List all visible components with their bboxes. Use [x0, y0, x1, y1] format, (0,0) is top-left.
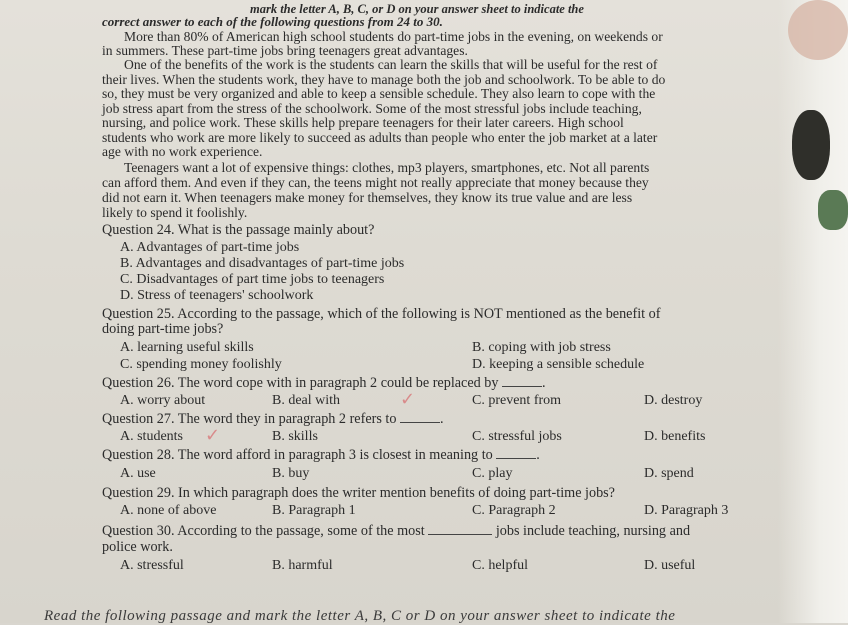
question-30-text-1: Question 30. According to the passage, some of the most [102, 523, 425, 539]
question-28-stem [102, 448, 540, 463]
answer-blank[interactable] [496, 458, 536, 459]
passage-line: in summers. These part-time jobs bring teenagers great advantages. [102, 43, 468, 58]
answer-blank[interactable] [502, 386, 542, 387]
question-28-text: Question 28. The word afford in paragraph 3 is closest in meaning to [102, 447, 493, 463]
q24-option-d[interactable]: D. Stress of teenagers' schoolwork [120, 288, 314, 303]
q30-option-b[interactable]: B. harmful [272, 558, 333, 573]
q30-option-a[interactable]: A. stressful [120, 558, 184, 573]
q28-option-a[interactable]: A. use [120, 466, 156, 481]
q28-option-c[interactable]: C. play [472, 466, 513, 481]
q26-option-d[interactable]: D. destroy [644, 393, 703, 408]
q24-option-c[interactable]: C. Disadvantages of part time jobs to teenagers [120, 272, 385, 287]
question-26-end: . [542, 375, 546, 391]
instruction-line-2: correct answer to each of the following questions from 24 to 30. [102, 14, 443, 29]
q26-option-a[interactable]: A. worry about [120, 393, 206, 408]
question-27-text: Question 27. The word they in paragraph 2 refers to [102, 411, 397, 427]
q29-option-c[interactable]: C. Paragraph 2 [472, 503, 556, 518]
check-mark-icon: ✓ [400, 389, 416, 410]
check-mark-icon: ✓ [205, 425, 221, 446]
q27-option-c[interactable]: C. stressful jobs [472, 429, 562, 444]
q25-option-c[interactable]: C. spending money foolishly [120, 357, 282, 372]
q24-option-b[interactable]: B. Advantages and disadvantages of part-time jobs [120, 256, 405, 271]
passage-line: did not earn it. When teenagers make money for themselves, they know its true value and are less [102, 190, 633, 205]
question-26-stem [102, 376, 546, 391]
q24-option-a[interactable]: A. Advantages of part-time jobs [120, 240, 300, 255]
question-26-text: Question 26. The word cope with in paragraph 2 could be replaced by [102, 375, 499, 391]
q30-option-c[interactable]: C. helpful [472, 558, 528, 573]
q27-option-d[interactable]: D. benefits [644, 429, 706, 444]
question-29-stem: Question 29. In which paragraph does the writer mention benefits of doing part-time jobs? [102, 485, 615, 501]
q29-option-b[interactable]: B. Paragraph 1 [272, 503, 356, 518]
q29-option-d[interactable]: D. Paragraph 3 [644, 503, 729, 518]
q30-option-d[interactable]: D. useful [644, 558, 696, 573]
answer-blank[interactable] [428, 534, 492, 535]
passage-line: job stress apart from the stress of the schoolwork. Some of the most stressful jobs include teaching, [102, 101, 642, 116]
next-instruction-line: Read the following passage and mark the letter A, B, C or D on your answer sheet to indicate the [44, 608, 676, 624]
question-30-stem-line-2: police work. [102, 539, 173, 555]
passage-line: age with no work experience. [102, 144, 263, 159]
question-28-end: . [536, 447, 540, 463]
instruction-line-1: mark the letter A, B, C, or D on your answer sheet to indicate the [250, 2, 584, 16]
q29-option-a[interactable]: A. none of above [120, 503, 217, 518]
background-decoration [788, 0, 848, 60]
q25-option-b[interactable]: B. coping with job stress [472, 340, 611, 355]
passage-line: can afford them. And even if they can, the teens might not really appreciate that money because they [102, 175, 649, 190]
q28-option-b[interactable]: B. buy [272, 466, 310, 481]
q25-option-a[interactable]: A. learning useful skills [120, 340, 254, 355]
question-24-stem: Question 24. What is the passage mainly about? [102, 222, 375, 238]
question-27-end: . [440, 411, 444, 427]
passage-line: nursing, and police work. These skills help prepare teenagers for their later careers. High school [102, 115, 624, 130]
passage-line: so, they must be very organized and able to keep a sensible schedule. They also learn to cope with the [102, 86, 656, 101]
passage-line: Teenagers want a lot of expensive things: clothes, mp3 players, smartphones, etc. Not all parents [124, 160, 650, 175]
passage-line: One of the benefits of the work is the students can learn the skills that will be useful for the rest of [124, 57, 658, 72]
background-decoration [818, 190, 848, 230]
question-30-text-2: jobs include teaching, nursing and [495, 523, 691, 539]
q28-option-d[interactable]: D. spend [644, 466, 694, 481]
question-25-stem-line-2: doing part-time jobs? [102, 321, 224, 337]
passage-line: their lives. When the students work, they have to manage both the job and schoolwork. To be able to do [102, 72, 666, 87]
background-decoration [792, 110, 830, 180]
question-25-stem-line-1: Question 25. According to the passage, which of the following is NOT mentioned as the benefit of [102, 306, 661, 322]
question-27-stem [102, 412, 444, 427]
q26-option-c[interactable]: C. prevent from [472, 393, 562, 408]
passage-line: likely to spend it foolishly. [102, 205, 248, 220]
q27-option-a[interactable]: A. students [120, 429, 183, 444]
passage-line: More than 80% of American high school students do part-time jobs in the evening, on weekends or [124, 29, 663, 44]
passage-line: students who work are more likely to succeed as adults than people who enter the job market at a later [102, 130, 658, 145]
q26-option-b[interactable]: B. deal with [272, 393, 341, 408]
page-edge [778, 0, 848, 623]
q25-option-d[interactable]: D. keeping a sensible schedule [472, 357, 645, 372]
question-30-stem [102, 524, 690, 539]
answer-blank[interactable] [400, 422, 440, 423]
q27-option-b[interactable]: B. skills [272, 429, 318, 444]
